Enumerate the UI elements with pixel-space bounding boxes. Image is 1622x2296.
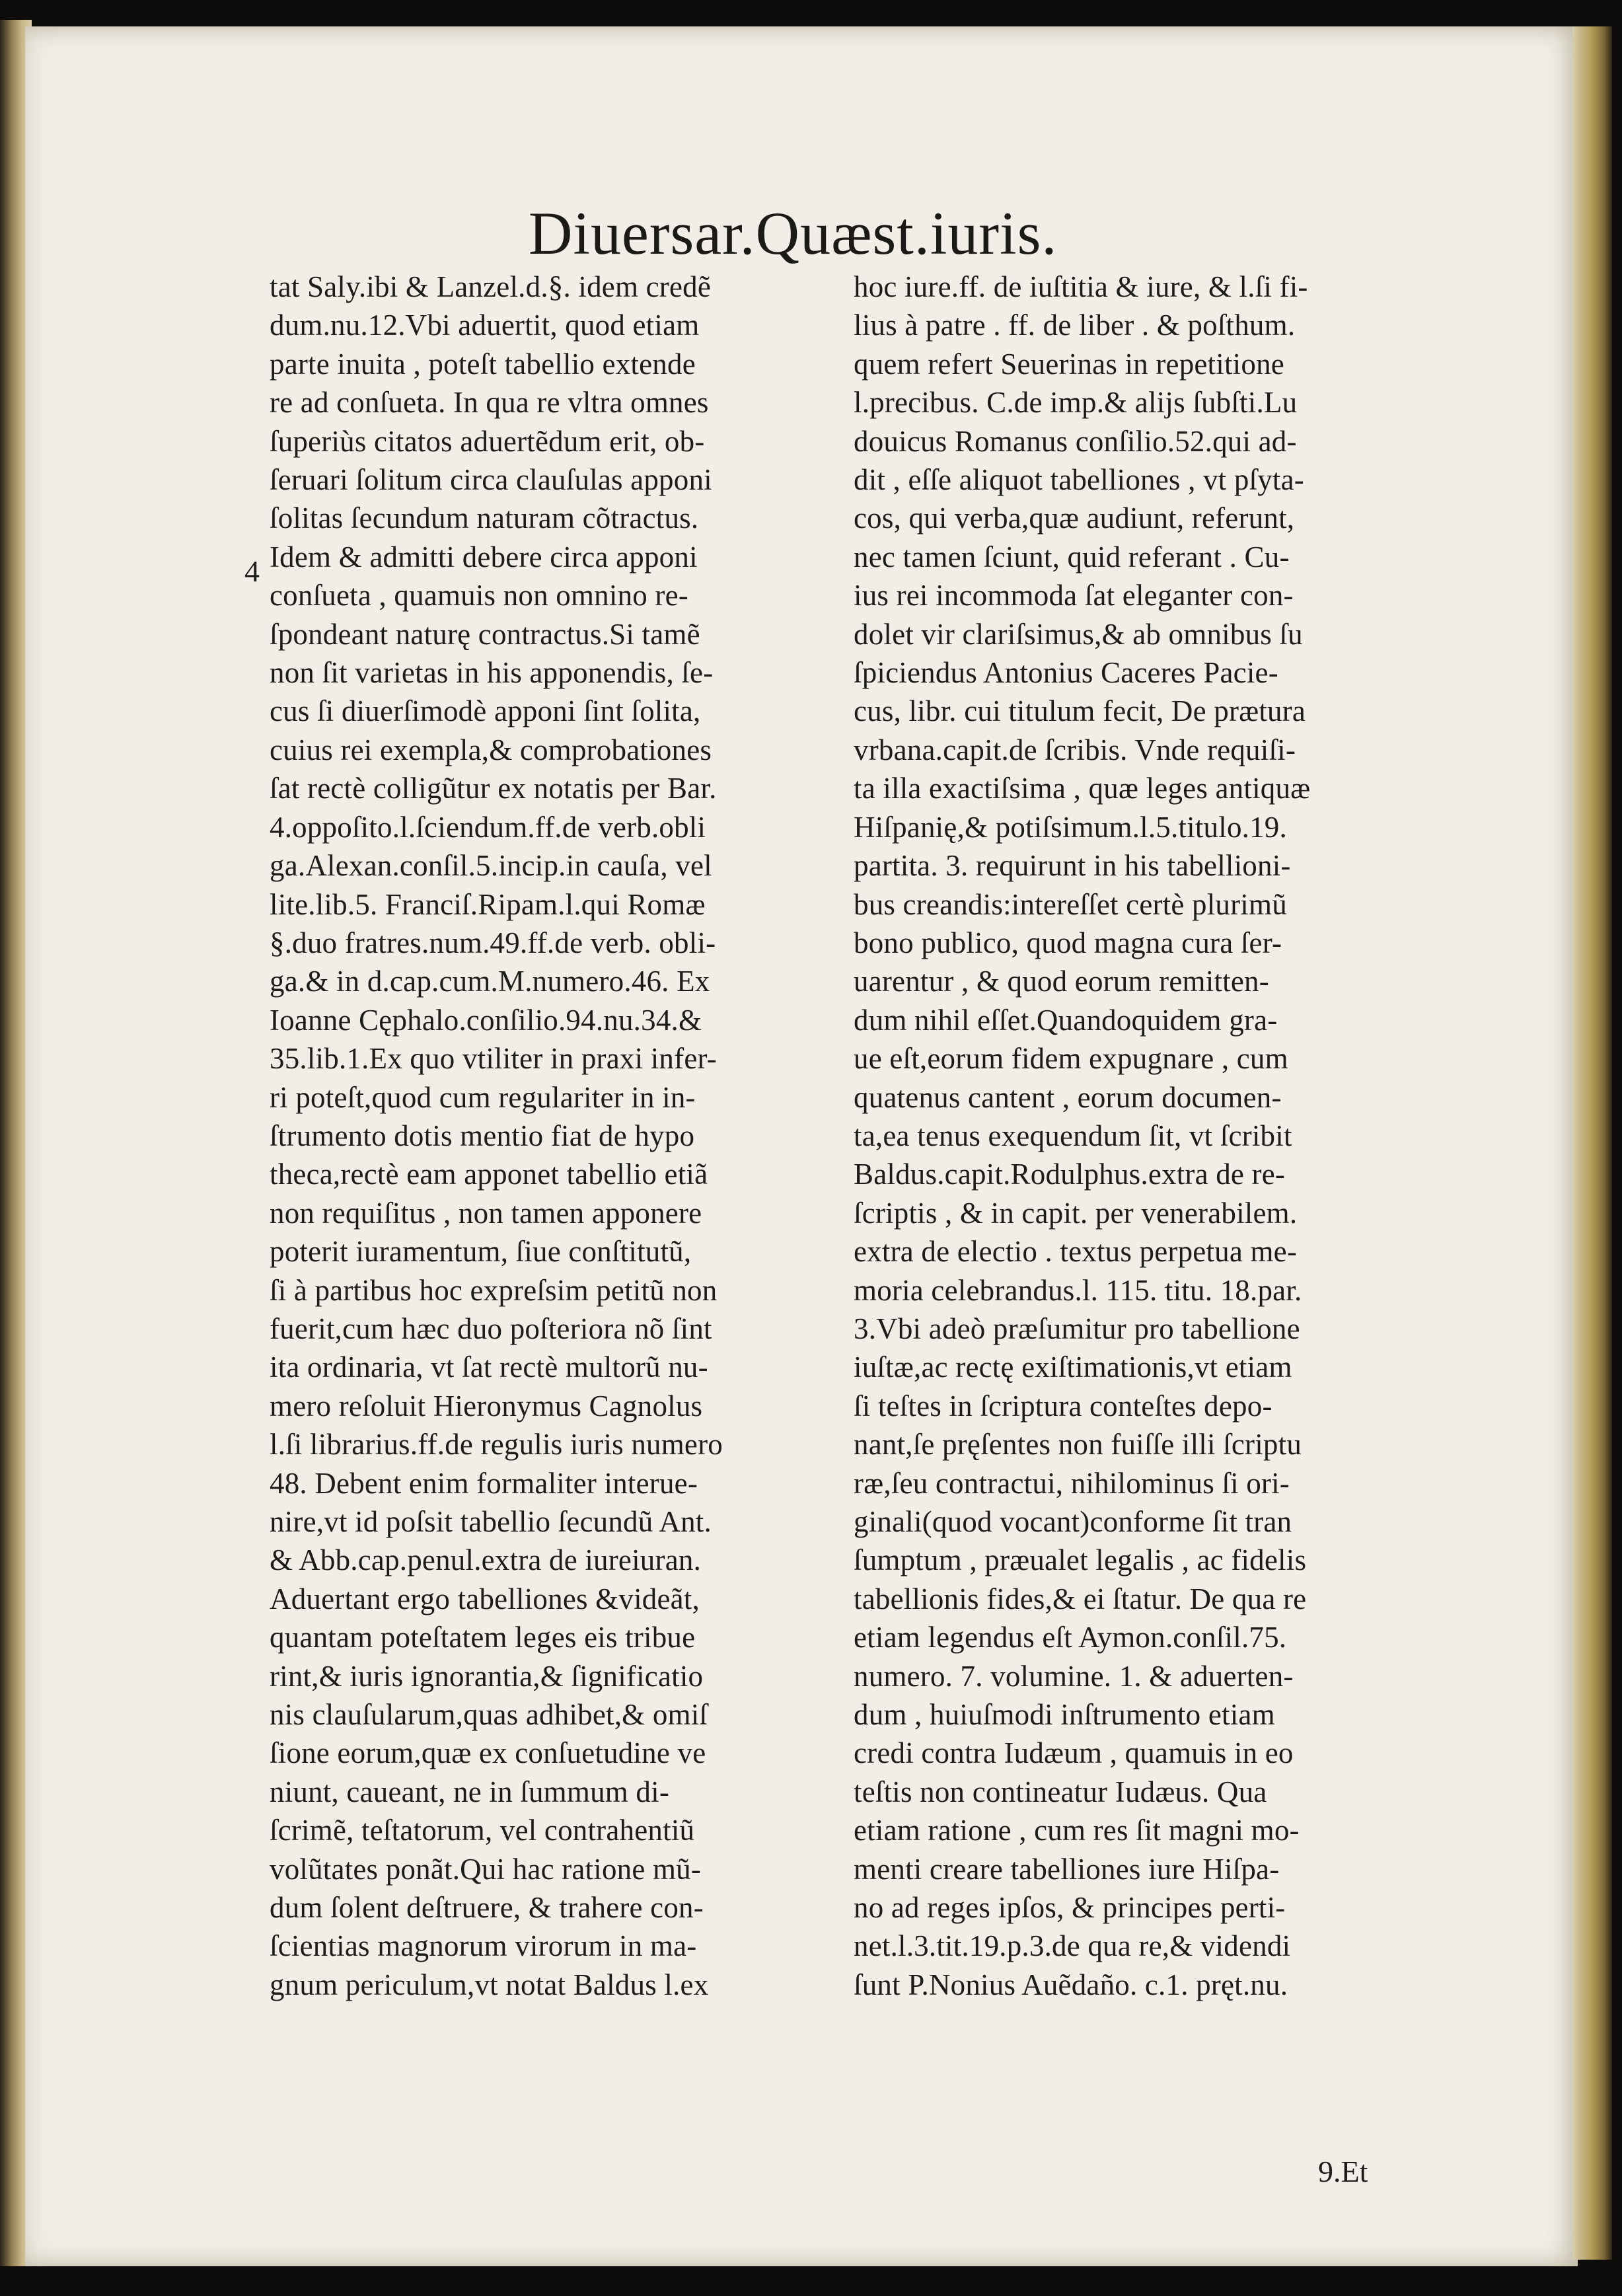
text-line: ſi à partibus hoc expreſsim petitũ non (270, 1273, 718, 1307)
text-line: conſueta , quamuis non omnino re- (270, 579, 688, 612)
text-line: nis clauſularum,quas adhibet,& omiſ (270, 1698, 708, 1732)
text-line: non requiſitus , non tamen apponere (270, 1196, 702, 1230)
text-line: menti creare tabelliones iure Hiſpa- (854, 1852, 1280, 1886)
text-line: teſtis non contineatur Iudæus. Qua (854, 1775, 1267, 1808)
text-line: bono publico, quod magna cura ſer- (854, 926, 1282, 959)
text-line: ga.Alexan.conſil.5.incip.in cauſa, vel (270, 849, 712, 883)
text-line: hoc iure.ff. de iuſtitia & iure, & l.ſi fi- (854, 270, 1308, 303)
text-line: cus ſi diuerſimodè apponi ſint ſolita, (270, 694, 701, 728)
text-line: poterit iuramentum, ſiue conſtitutũ, (270, 1235, 692, 1269)
text-line: 48. Debent enim formaliter interue- (270, 1466, 698, 1500)
text-line: ſuperiùs citatos aduertẽdum erit, ob- (270, 424, 705, 458)
text-line: dit , eſſe aliquot tabelliones , vt pſyta- (854, 463, 1304, 497)
text-line: no ad reges ipſos, & principes perti- (854, 1891, 1286, 1925)
text-line: ius rei incommoda ſat eleganter con- (854, 579, 1294, 612)
text-line: ſcrimẽ, teſtatorum, vel contrahentiũ (270, 1814, 695, 1847)
text-line: vrbana.capit.de ſcribis. Vnde requiſi- (854, 733, 1296, 766)
text-line: ta,ea tenus exequendum ſit, vt ſcribit (854, 1119, 1292, 1152)
text-line: ſtrumento dotis mentio fiat de hypo (270, 1119, 695, 1152)
text-line: ſcriptis , & in capit. per venerabilem. (854, 1196, 1298, 1230)
text-line: non ſit varietas in his apponendis, ſe- (270, 656, 714, 690)
running-title: Diuersar.Quæst.iuris. (529, 200, 1058, 267)
text-line: etiam ratione , cum res ſit magni mo- (854, 1814, 1300, 1847)
text-line: Idem & admitti debere circa apponi (270, 540, 698, 574)
text-line: tat Saly.ibi & Lanzel.d.§. idem credẽ (270, 270, 712, 303)
text-line: parte inuita , poteſt tabellio extende (270, 347, 696, 381)
catchword: 9.Et (1318, 2155, 1368, 2188)
text-line: quatenus cantent , eorum documen- (854, 1080, 1282, 1114)
text-line: ſcientias magnorum virorum in ma- (270, 1929, 697, 1963)
text-line: Aduertant ergo tabelliones &videãt, (270, 1582, 700, 1615)
text-line: dolet vir clariſsimus,& ab omnibus ſu (854, 617, 1303, 651)
text-line: quantam poteſtatem leges eis tribue (270, 1621, 696, 1654)
text-line: 4.oppoſito.l.ſciendum.ff.de verb.obli (270, 810, 706, 844)
text-column-left (270, 268, 818, 2004)
text-line: volũtates ponãt.Qui hac ratione mũ- (270, 1852, 702, 1886)
text-line: 35.lib.1.Ex quo vtiliter in praxi infer- (270, 1042, 717, 1076)
text-line: bus creandis:intereſſet certè plurimũ (854, 887, 1287, 921)
text-line: l.precibus. C.de imp.& alijs ſubſti.Lu (854, 386, 1298, 420)
text-line: rint,& iuris ignorantia,& ſignificatio (270, 1659, 704, 1693)
text-line: ta illa exactiſsima , quæ leges antiquæ (854, 772, 1311, 805)
text-line: numero. 7. volumine. 1. & aduerten- (854, 1659, 1294, 1693)
text-line: niunt, caueant, ne in ſummum di- (270, 1775, 670, 1808)
text-line: ſione eorum,quæ ex conſuetudine ve (270, 1736, 706, 1770)
text-line: ſeruari ſolitum circa clauſulas apponi (270, 463, 712, 497)
text-line: cus, libr. cui titulum fecit, De prætura (854, 694, 1306, 728)
text-line: nire,vt id poſsit tabellio ſecundũ Ant. (270, 1505, 712, 1538)
text-line: fuerit,cum hæc duo poſteriora nõ ſint (270, 1312, 712, 1345)
text-line: ri poteſt,quod cum regulariter in in- (270, 1080, 696, 1114)
text-line: dum ſolent deſtruere, & trahere con- (270, 1891, 704, 1925)
text-line: ſat rectè colligũtur ex notatis per Bar. (270, 772, 717, 805)
text-line: ga.& in d.cap.cum.M.numero.46. Ex (270, 965, 710, 998)
text-line: Hiſpanię,& potiſsimum.l.5.titulo.19. (854, 810, 1287, 844)
text-line: dum nihil eſſet.Quandoquidem gra- (854, 1003, 1278, 1037)
text-line: ſi teſtes in ſcriptura conteſtes depo- (854, 1389, 1272, 1423)
text-line: ſumptum , præualet legalis , ac fidelis (854, 1543, 1307, 1577)
text-line: etiam legendus eſt Aymon.conſil.75. (854, 1621, 1287, 1654)
text-line: re ad conſueta. In qua re vltra omnes (270, 386, 709, 420)
text-line: nant,ſe pręſentes non fuiſſe illi ſcriptu (854, 1428, 1302, 1462)
text-line: ſpondeant naturę contractus.Si tamẽ (270, 617, 700, 651)
text-line: cuius rei exempla,& comprobationes (270, 733, 712, 766)
text-line: partita. 3. requirunt in his tabellioni- (854, 849, 1291, 883)
text-line: gnum periculum,vt notat Baldus l.ex (270, 1968, 709, 2001)
text-line: dum , huiuſmodi inſtrumento etiam (854, 1698, 1275, 1732)
text-line: l.ſi librarius.ff.de regulis iuris numero (270, 1428, 723, 1462)
page-edges (1572, 26, 1612, 2260)
text-line: ræ,ſeu contractui, nihilominus ſi ori- (854, 1466, 1290, 1500)
margin-number: 4 (244, 554, 260, 588)
text-line: iuſtæ,ac rectę exiſtimationis,vt etiam (854, 1351, 1292, 1384)
text-line: moria celebrandus.l. 115. titu. 18.par. (854, 1273, 1302, 1307)
text-column-right (854, 268, 1402, 2004)
text-line: 3.Vbi adeò præſumitur pro tabellione (854, 1312, 1300, 1345)
text-line: §.duo fratres.num.49.ff.de verb. obli- (270, 926, 716, 959)
text-line: Baldus.capit.Rodulphus.extra de re- (854, 1158, 1286, 1191)
text-line: douicus Romanus conſilio.52.qui ad- (854, 424, 1297, 458)
text-line: dum.nu.12.Vbi aduertit, quod etiam (270, 309, 700, 342)
text-line: ue eſt,eorum fidem expugnare , cum (854, 1042, 1288, 1076)
text-line: & Abb.cap.penul.extra de iureiuran. (270, 1543, 702, 1577)
text-line: ſpiciendus Antonius Caceres Pacie- (854, 656, 1278, 690)
text-line: lite.lib.5. Franciſ.Ripam.l.qui Romæ (270, 887, 706, 921)
text-line: theca,rectè eam apponet tabellio etiã (270, 1158, 708, 1191)
text-line: extra de electio . textus perpetua me- (854, 1235, 1298, 1269)
text-line: net.l.3.tit.19.p.3.de qua re,& videndi (854, 1929, 1291, 1963)
text-line: ita ordinaria, vt ſat rectè multorũ nu- (270, 1351, 708, 1384)
text-line: mero reſoluit Hieronymus Cagnolus (270, 1389, 703, 1423)
text-line: uarentur , & quod eorum remitten- (854, 965, 1269, 998)
text-line: credi contra Iudæum , quamuis in eo (854, 1736, 1294, 1770)
text-line: ginali(quod vocant)conforme ſit tran (854, 1505, 1292, 1538)
text-line: quem refert Seuerinas in repetitione (854, 347, 1284, 381)
text-line: nec tamen ſciunt, quid referant . Cu- (854, 540, 1290, 574)
text-line: ſunt P.Nonius Auẽdaño. c.1. pręt.nu. (854, 1968, 1288, 2001)
text-line: ſolitas ſecundum naturam cõtractus. (270, 501, 699, 535)
text-line: tabellionis fides,& ei ſtatur. De qua re (854, 1582, 1307, 1615)
text-line: lius à patre . ff. de liber . & poſthum. (854, 309, 1296, 342)
text-line: Ioanne Cęphalo.conſilio.94.nu.34.& (270, 1003, 702, 1037)
text-line: cos, qui verba,quæ audiunt, referunt, (854, 501, 1295, 535)
